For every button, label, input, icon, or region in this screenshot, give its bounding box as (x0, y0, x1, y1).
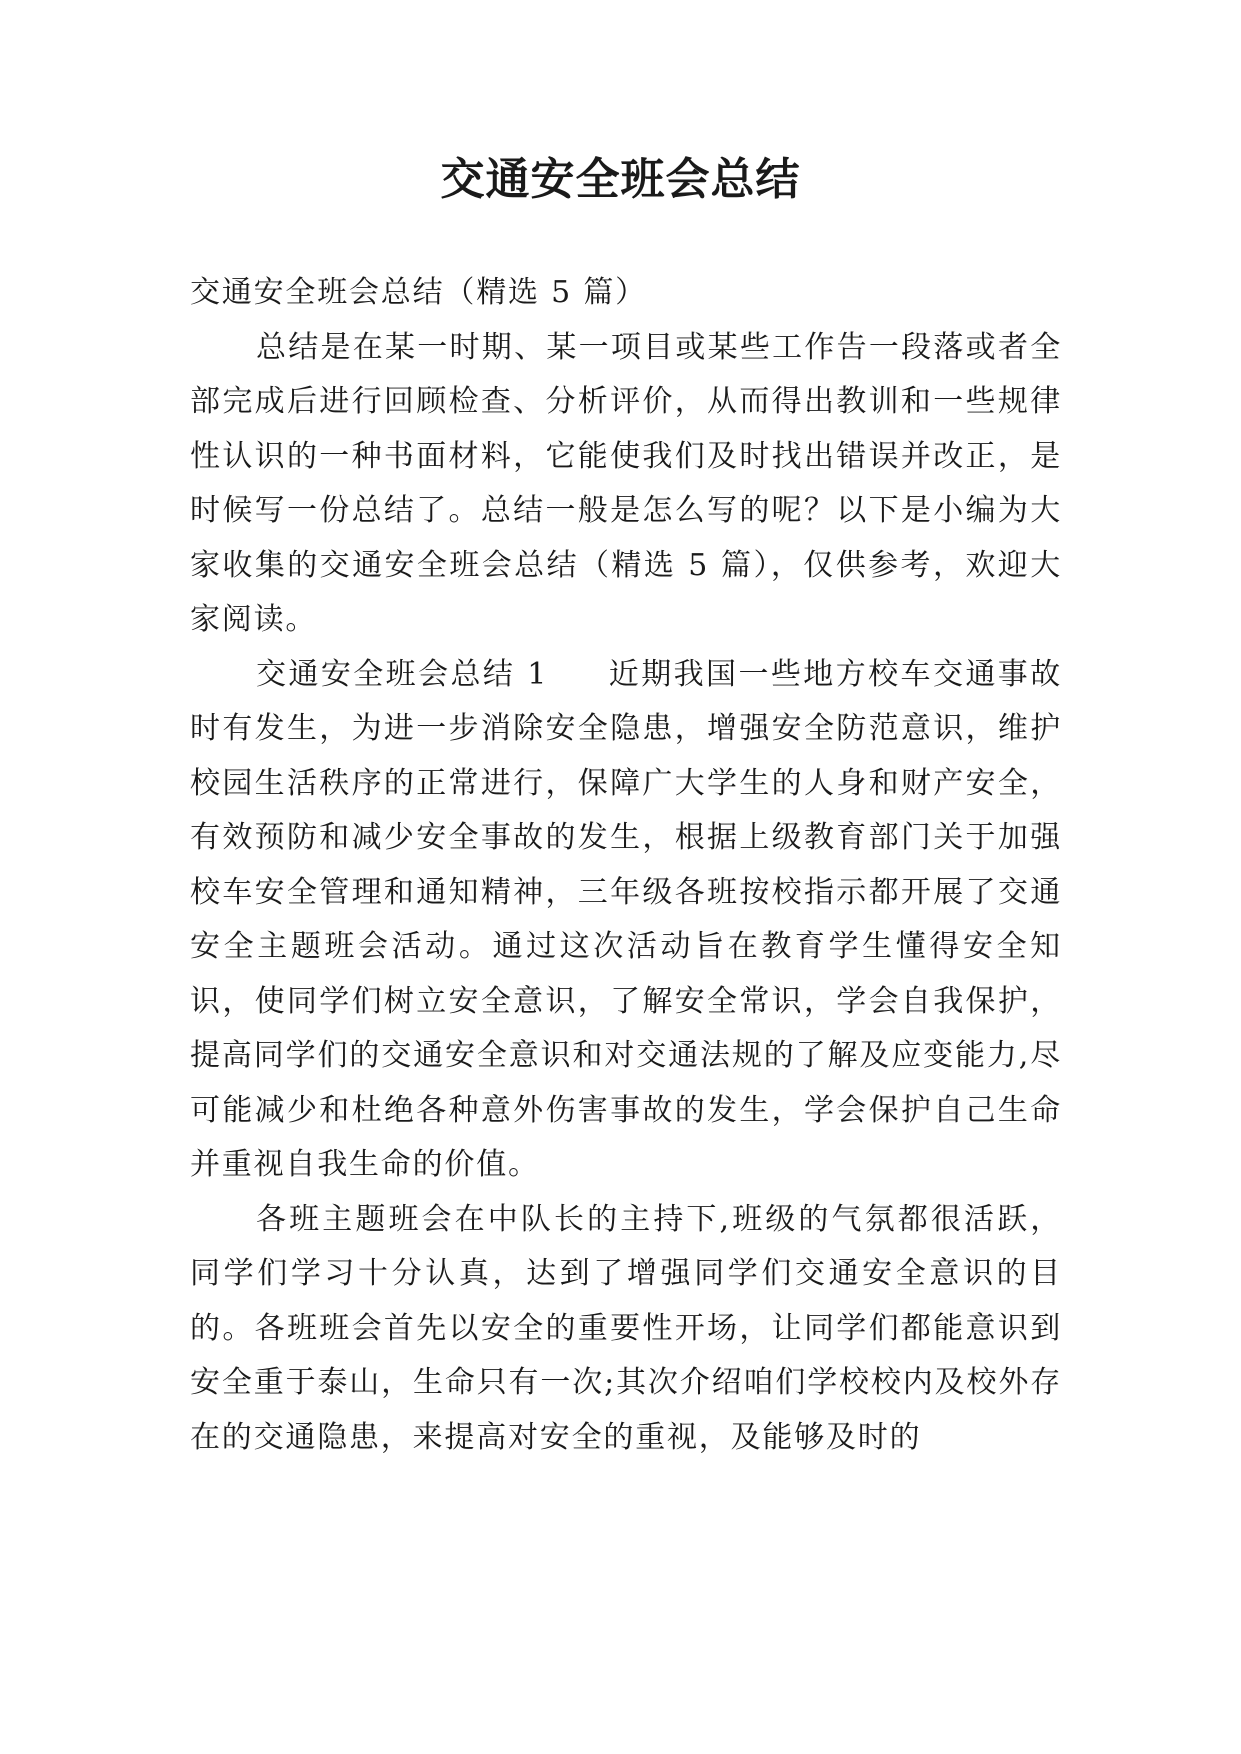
document-title: 交通安全班会总结 (440, 154, 801, 205)
document-subtitle: 交通安全班会总结（精选 5 篇） (190, 275, 647, 310)
section-1-text: 近期我国一些地方校车交通事故时有发生，为进一步消除安全隐患，增强安全防范意识，维护校园生活秩序的正常进行，保障广大学生的人身和财产安全，有效预防和减少安全事故的发生，根据上级教育部门关于加强校车安全管理和通知精神，三年级各班按校指示都开展了交通安全主题班会活动。通过这次活动旨在教育学生懂得安全知识，使同学们树立安全意识，了解安全常识，学会自我保护，提高同学们的交通安全意识和对交通法规的了解及应变能力,尽可能减少和杜绝各种意外伤害事故的发生，学会保护自己生命并重视自我生命的价值。 (190, 656, 1062, 1182)
intro-paragraph: 总结是在某一时期、某一项目或某些工作告一段落或者全部完成后进行回顾检查、分析评价，从而得出教训和一些规律性认识的一种书面材料，它能使我们及时找出错误并改正，是时候写一份总结了。总结一般是怎么写的呢？以下是小编为大家收集的交通安全班会总结（精选 5 篇），仅供参考，欢迎大家阅读。 (190, 329, 1062, 637)
section-1-paragraph (190, 648, 1062, 1193)
paragraph-3: 各班主题班会在中队长的主持下,班级的气氛都很活跃，同学们学习十分认真，达到了增强同学们交通安全意识的目的。各班班会首先以安全的重要性开场，让同学们都能意识到安全重于泰山，生命只有一次;其次介绍咱们学校校内及校外存在的交通隐患，来提高对安全的重视，及能够及时的 (190, 1201, 1062, 1455)
section-1-heading: 交通安全班会总结 1 (256, 656, 549, 692)
document-body (190, 266, 1062, 1465)
